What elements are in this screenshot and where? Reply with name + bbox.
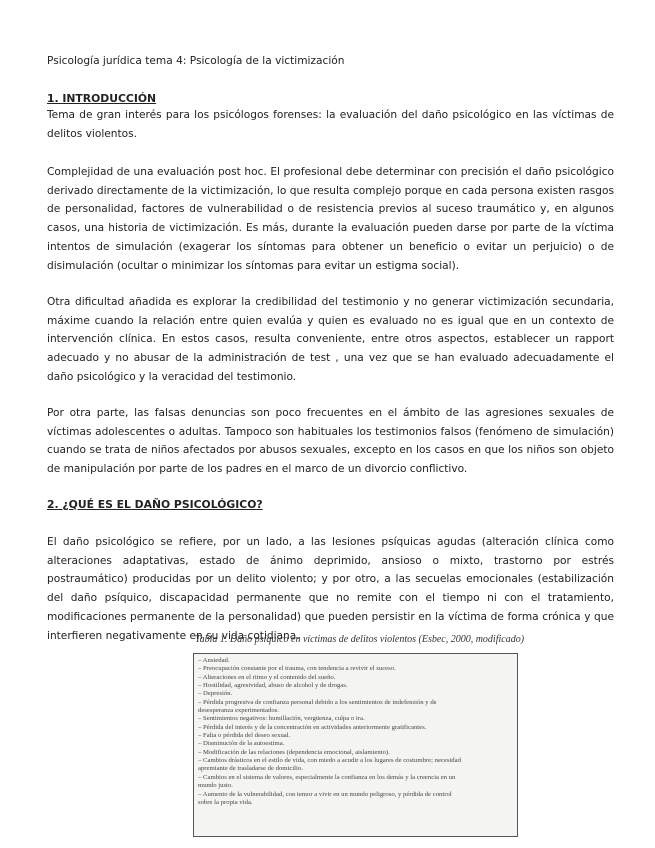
paragraph-intro-2: Complejidad de una evaluación post hoc. El profesional debe determinar con precisión el daño psicológico derivado directamente de la victimización, lo que resulta complejo porque en cada persona existen rasgos de personalidad, factores de vulnerabilidad o de resistencia previos al suceso traumático y, en algunos casos, una historia de victimización. Es más, durante la evaluación pueden darse por parte de la víctima intentos de simulación (exagerar los síntomas para obtener un beneficio o evitar un perjuicio) o de disimulación (ocultar o minimizar los síntomas para evitar un estigma social). bbox=[47, 166, 614, 272]
table-line: – Alteraciones en el ritmo y el contenido del sueño. bbox=[198, 673, 336, 681]
section-heading-dano-psicologico: 2. ¿QUÉ ES EL DAÑO PSICOLÓGICO? bbox=[47, 498, 263, 511]
section-heading-introduccion: 1. INTRODUCCIÓN bbox=[47, 92, 157, 105]
document-title: Psicología jurídica tema 4: Psicología de la victimización bbox=[47, 55, 345, 67]
table-line: – Pérdida progresiva de confianza personal debido a los sentimientos de indefensión y de bbox=[198, 698, 437, 706]
table-line: mundo justo. bbox=[198, 782, 233, 790]
table-line: – Ansiedad. bbox=[198, 657, 230, 664]
table-line: – Disminución de la autoestima. bbox=[198, 740, 285, 748]
table-line: – Sentimientos negativos: humillación, vergüenza, culpa o ira. bbox=[198, 715, 365, 723]
table-caption: Tabla 1. Daño psíquico en víctimas de delitos violentos (Esbec, 2000, modificado) bbox=[195, 634, 525, 645]
paragraph-intro-3: Otra dificultad añadida es explorar la credibilidad del testimonio y no generar victimización secundaria, máxime cuando la relación entre quien evalúa y quien es evaluado no es igual que en un contexto de intervención clínica. En estos casos, resulta conveniente, entre otros aspectos, establecer un rapport adecuado y no abusar de la administración de test , una vez que se han evaluado adecuadamente el daño psicológico y la veracidad del testimonio. bbox=[47, 296, 614, 383]
table-line: – Cambios en el sistema de valores, especialmente la confianza en los demás y la creencia en un bbox=[198, 773, 456, 781]
table-line: – Falta o pérdida del deseo sexual. bbox=[198, 732, 291, 740]
paragraph-dano-1: El daño psicológico se refiere, por un lado, a las lesiones psíquicas agudas (alteración clínica como alteraciones adaptativas, estado de ánimo deprimido, ansioso o mixto, trastorno por estrés postraumático) producidas por un delito violento; y por otro, a las secuelas emocionales (estabilización del daño psíquico, discapacidad permanente que no remite con el tiempo ni con el tratamiento, modificaciones permanente de la personalidad) que pueden persistir en la víctima de forma crónica y que interfieren negativamente en su vida cotidiana. bbox=[47, 536, 614, 642]
table-line: sobre la propia vida. bbox=[198, 798, 253, 806]
table-line: apremiante de trasladarse de domicilio. bbox=[198, 765, 303, 773]
scanned-table-image bbox=[193, 653, 518, 837]
table-line: – Cambios drásticos en el estilo de vida, con miedo a acudir a los lugares de costumbre; necesidad bbox=[198, 757, 461, 765]
paragraph-intro-4: Por otra parte, las falsas denuncias son poco frecuentes en el ámbito de las agresiones sexuales de víctimas adolescentes o adultas. Tampoco son habituales los testimonios falsos (fenómeno de simulación) cuando se trata de niños afectados por abusos sexuales, excepto en los casos en que los niños son objeto de manipulación por parte de los padres en el marco de un divorcio conflictivo. bbox=[47, 407, 614, 476]
table-line: desesperanza experimentados. bbox=[198, 707, 279, 715]
table-line: – Depresión. bbox=[198, 690, 233, 698]
table-line: – Aumento de la vulnerabilidad, con temor a vivir en un mundo peligroso, y pérdida de control bbox=[198, 790, 452, 798]
paragraph-intro-1: Tema de gran interés para los psicólogos forenses: la evaluación del daño psicológico en las víctimas de delitos violentos. bbox=[47, 109, 614, 140]
table-line: – Hostilidad, agresividad, abuso de alcohol y de drogas. bbox=[198, 682, 348, 690]
table-line: – Modificación de las relaciones (dependencia emocional, aislamiento). bbox=[198, 748, 390, 756]
table-line: – Pérdida del interés y de la concentración en actividades anteriormente gratificantes. bbox=[198, 723, 427, 731]
table-line: – Preocupación constante por el trauma, con tendencia a revivir el suceso. bbox=[198, 665, 396, 673]
